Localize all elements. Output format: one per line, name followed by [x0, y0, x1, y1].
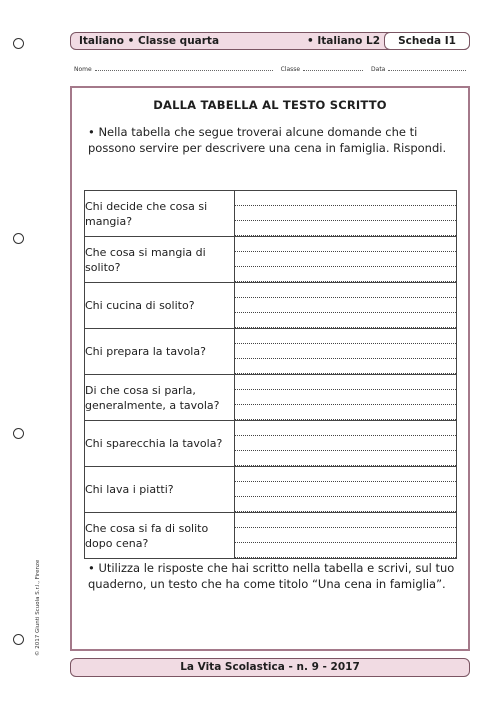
answer-line[interactable] — [235, 329, 456, 344]
answer-line[interactable] — [235, 451, 456, 466]
binder-hole — [13, 428, 24, 439]
instructions-outro: • Utilizza le risposte che hai scritto nella tabella e scrivi, sul tuo quaderno, un testo che ha come titolo “Una cena in famiglia”. — [88, 561, 455, 591]
answer-line[interactable] — [235, 421, 456, 436]
worksheet-title: DALLA TABELLA AL TESTO SCRITTO — [153, 98, 387, 112]
answer-cell[interactable] — [235, 467, 457, 513]
answer-line[interactable] — [235, 482, 456, 497]
answer-line[interactable] — [235, 252, 456, 267]
answer-line[interactable] — [235, 267, 456, 282]
question-table — [84, 190, 457, 559]
answer-line[interactable] — [235, 528, 456, 543]
answer-line[interactable] — [235, 359, 456, 374]
table-row — [85, 513, 457, 559]
name-label: Nome — [74, 66, 92, 73]
binder-hole — [13, 38, 24, 49]
answer-line[interactable] — [235, 283, 456, 298]
table-row — [85, 375, 457, 421]
date-field[interactable] — [388, 70, 466, 71]
answer-line[interactable] — [235, 543, 456, 558]
answer-line[interactable] — [235, 221, 456, 236]
table-row — [85, 467, 457, 513]
date-label: Data — [371, 66, 386, 73]
answer-line[interactable] — [235, 206, 456, 221]
answer-line[interactable] — [235, 313, 456, 328]
answer-line[interactable] — [235, 497, 456, 512]
answer-line[interactable] — [235, 436, 456, 451]
table-row — [85, 421, 457, 467]
copyright-note: © 2017 Giunti Scuola S.r.l., Firenze — [35, 559, 41, 656]
answer-cell[interactable] — [235, 329, 457, 375]
worksheet-card — [70, 86, 470, 651]
question-cell: Chi cucina di solito? — [85, 283, 235, 329]
header-band — [70, 32, 470, 50]
question-cell: Che cosa si mangia di solito? — [85, 237, 235, 283]
answer-line[interactable] — [235, 513, 456, 528]
answer-cell[interactable] — [235, 191, 457, 237]
answer-line[interactable] — [235, 467, 456, 482]
sheet-id-tab: Scheda I1 — [384, 32, 470, 50]
answer-line[interactable] — [235, 191, 456, 206]
footer-band: La Vita Scolastica - n. 9 - 2017 — [70, 658, 470, 677]
answer-line[interactable] — [235, 298, 456, 313]
question-cell: Chi decide che cosa si mangia? — [85, 191, 235, 237]
subject-class-label: Italiano • Classe quarta — [79, 35, 220, 47]
answer-cell[interactable] — [235, 237, 457, 283]
table-row — [85, 237, 457, 283]
answer-line[interactable] — [235, 344, 456, 359]
name-field[interactable] — [95, 70, 273, 71]
student-info-line — [74, 66, 472, 73]
question-cell: Chi sparecchia la tavola? — [85, 421, 235, 467]
class-label: Classe — [280, 66, 301, 73]
table-row — [85, 191, 457, 237]
question-cell: Che cosa si fa di solito dopo cena? — [85, 513, 235, 559]
answer-line[interactable] — [235, 405, 456, 420]
subject-l2-label: • Italiano L2 — [307, 35, 381, 47]
answer-cell[interactable] — [235, 421, 457, 467]
binder-hole — [13, 634, 24, 645]
question-cell: Chi prepara la tavola? — [85, 329, 235, 375]
answer-cell[interactable] — [235, 283, 457, 329]
table-row — [85, 329, 457, 375]
answer-line[interactable] — [235, 390, 456, 405]
table-row — [85, 283, 457, 329]
question-cell: Chi lava i piatti? — [85, 467, 235, 513]
class-field[interactable] — [303, 70, 363, 71]
binder-hole — [13, 233, 24, 244]
question-cell: Di che cosa si parla, generalmente, a tavola? — [85, 375, 235, 421]
instructions-intro: • Nella tabella che segue troverai alcune domande che ti possono servire per descrivere una cena in famiglia. Rispondi. — [88, 125, 447, 155]
answer-line[interactable] — [235, 237, 456, 252]
answer-line[interactable] — [235, 375, 456, 390]
answer-cell[interactable] — [235, 513, 457, 559]
answer-cell[interactable] — [235, 375, 457, 421]
